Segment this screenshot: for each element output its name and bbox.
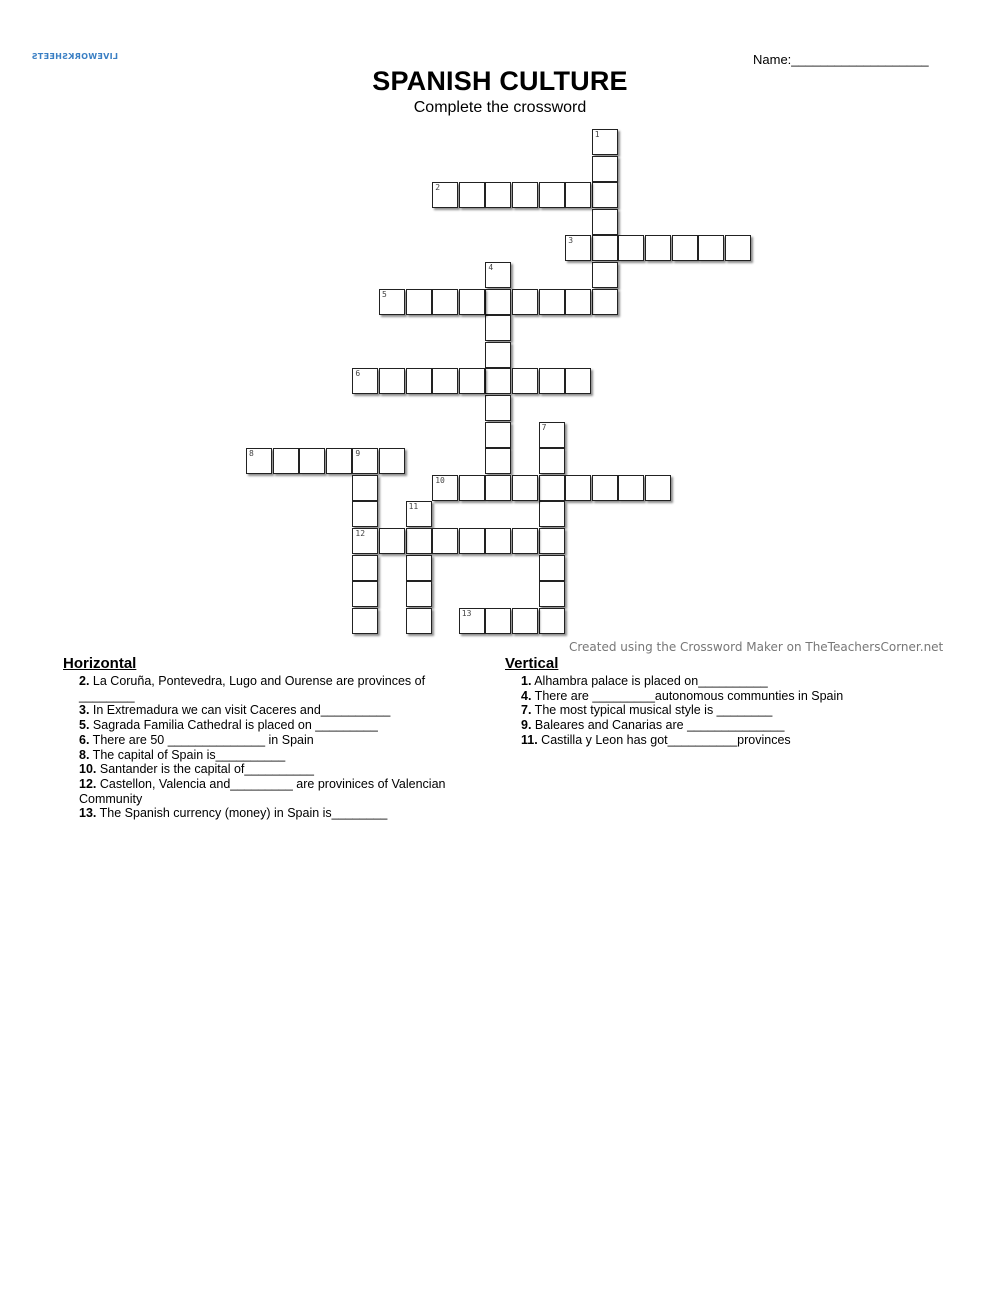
crossword-cell[interactable] bbox=[592, 182, 618, 208]
cell-number: 2 bbox=[435, 183, 441, 193]
crossword-cell[interactable] bbox=[326, 448, 352, 474]
crossword-cell[interactable] bbox=[512, 608, 538, 634]
crossword-cell[interactable] bbox=[539, 289, 565, 315]
crossword-cell[interactable] bbox=[539, 501, 565, 527]
crossword-cell[interactable] bbox=[485, 608, 511, 634]
crossword-cell[interactable] bbox=[539, 581, 565, 607]
credit-line: Created using the Crossword Maker on TheTeachersCorner.net bbox=[569, 640, 944, 654]
page-title: SPANISH CULTURE bbox=[372, 66, 628, 96]
crossword-cell[interactable] bbox=[539, 422, 565, 448]
crossword-cell[interactable] bbox=[246, 448, 272, 474]
crossword-cell[interactable] bbox=[459, 475, 485, 501]
crossword-cell[interactable] bbox=[352, 368, 378, 394]
crossword-cell[interactable] bbox=[485, 448, 511, 474]
clue-item: 6. There are 50 ______________ in Spain bbox=[79, 732, 314, 747]
crossword-cell[interactable] bbox=[352, 501, 378, 527]
crossword-cell[interactable] bbox=[299, 448, 325, 474]
crossword-cell[interactable] bbox=[379, 368, 405, 394]
crossword-cell[interactable] bbox=[539, 448, 565, 474]
crossword-cell[interactable] bbox=[406, 608, 432, 634]
crossword-cell[interactable] bbox=[432, 475, 458, 501]
crossword-cell[interactable] bbox=[539, 182, 565, 208]
crossword-cell[interactable] bbox=[645, 235, 671, 261]
crossword-cell[interactable] bbox=[485, 182, 511, 208]
clue-item: 9. Baleares and Canarias are ______________ bbox=[521, 718, 785, 733]
crossword-cell[interactable] bbox=[512, 528, 538, 554]
cell-number: 8 bbox=[249, 449, 254, 459]
crossword-cell[interactable] bbox=[459, 368, 485, 394]
crossword-cell[interactable] bbox=[512, 182, 538, 208]
crossword-cell[interactable] bbox=[539, 608, 565, 634]
crossword-cell[interactable] bbox=[539, 555, 565, 581]
clue-item: 1. Alhambra palace is placed on__________ bbox=[521, 674, 768, 688]
crossword-cell[interactable] bbox=[485, 475, 511, 501]
crossword-cell[interactable] bbox=[512, 475, 538, 501]
horizontal-heading: Horizontal bbox=[63, 655, 137, 672]
crossword-cell[interactable] bbox=[592, 129, 618, 155]
clue-item: 12. Castellon, Valencia and_________ are provinices of Valencian Community bbox=[79, 776, 446, 806]
vertical-clue-list bbox=[521, 674, 921, 748]
crossword-cell[interactable] bbox=[406, 289, 432, 315]
cell-number: 3 bbox=[568, 236, 574, 246]
horizontal-clue-list bbox=[79, 674, 469, 821]
crossword-cell[interactable] bbox=[485, 289, 511, 315]
crossword-cell[interactable] bbox=[352, 555, 378, 581]
crossword-cell[interactable] bbox=[352, 448, 378, 474]
clue-item: 4. There are _________autonomous communties in Spain bbox=[521, 688, 844, 703]
crossword-cell[interactable] bbox=[485, 368, 511, 394]
crossword-cell[interactable] bbox=[352, 528, 378, 554]
cell-number: 10 bbox=[435, 475, 445, 485]
crossword-cell[interactable] bbox=[459, 289, 485, 315]
crossword-cell[interactable] bbox=[592, 289, 618, 315]
crossword-cell[interactable] bbox=[459, 608, 485, 634]
clue-item: 11. Castilla y Leon has got__________provinces bbox=[521, 732, 791, 747]
crossword-cell[interactable] bbox=[432, 368, 458, 394]
crossword-cell[interactable] bbox=[406, 528, 432, 554]
cell-number: 13 bbox=[461, 608, 472, 618]
crossword-cell[interactable] bbox=[459, 528, 485, 554]
crossword-cell[interactable] bbox=[565, 289, 591, 315]
crossword-cell[interactable] bbox=[485, 422, 511, 448]
cell-number: 6 bbox=[355, 369, 361, 379]
crossword-cell[interactable] bbox=[618, 235, 644, 261]
crossword-cell[interactable] bbox=[406, 555, 432, 581]
crossword-cell[interactable] bbox=[432, 289, 458, 315]
crossword-cell[interactable] bbox=[379, 448, 405, 474]
cell-number: 4 bbox=[488, 263, 494, 272]
crossword-cell[interactable] bbox=[485, 315, 511, 341]
cell-number: 1 bbox=[594, 130, 600, 139]
crossword-cell[interactable] bbox=[379, 289, 405, 315]
crossword-cell[interactable] bbox=[512, 368, 538, 394]
crossword-cell[interactable] bbox=[406, 581, 432, 607]
crossword-cell[interactable] bbox=[672, 235, 698, 261]
crossword-cell[interactable] bbox=[485, 528, 511, 554]
clue-item: 7. The most typical musical style is ________ bbox=[521, 703, 773, 718]
clue-item: 5. Sagrada Familia Cathedral is placed on _________ bbox=[79, 718, 378, 733]
clue-item: 2. La Coruña, Pontevedra, Lugo and Ourense are provinces of ________ bbox=[79, 674, 426, 703]
crossword-cell[interactable] bbox=[592, 235, 618, 261]
crossword-cell[interactable] bbox=[698, 235, 724, 261]
crossword-cell[interactable] bbox=[485, 342, 511, 368]
crossword-cell[interactable] bbox=[539, 475, 565, 501]
crossword-cell[interactable] bbox=[592, 262, 618, 288]
crossword-cell[interactable] bbox=[512, 289, 538, 315]
name-field[interactable]: Name:___________________ bbox=[753, 52, 929, 67]
crossword-cell[interactable] bbox=[459, 182, 485, 208]
crossword-cell[interactable] bbox=[565, 235, 591, 261]
crossword-cell[interactable] bbox=[592, 209, 618, 235]
crossword-cell[interactable] bbox=[725, 235, 751, 261]
crossword-cell[interactable] bbox=[352, 581, 378, 607]
crossword-cell[interactable] bbox=[539, 368, 565, 394]
crossword-cell[interactable] bbox=[379, 528, 405, 554]
cell-number: 11 bbox=[408, 502, 419, 512]
crossword-cell[interactable] bbox=[406, 501, 432, 527]
crossword-cell[interactable] bbox=[352, 608, 378, 634]
crossword-cell[interactable] bbox=[273, 448, 299, 474]
crossword-cell[interactable] bbox=[485, 395, 511, 421]
crossword-cell[interactable] bbox=[565, 182, 591, 208]
cell-number: 12 bbox=[355, 529, 366, 538]
clue-item: 8. The capital of Spain is__________ bbox=[79, 747, 286, 762]
crossword-cell[interactable] bbox=[539, 528, 565, 554]
clue-item: 10. Santander is the capital of__________ bbox=[79, 762, 314, 777]
cell-number: 9 bbox=[355, 449, 361, 459]
page-subtitle: Complete the crossword bbox=[413, 99, 587, 116]
crossword-cell[interactable] bbox=[618, 475, 644, 501]
cell-number: 7 bbox=[541, 422, 547, 432]
vertical-heading: Vertical bbox=[505, 655, 559, 672]
clue-item: 13. The Spanish currency (money) in Spain is________ bbox=[79, 806, 388, 821]
cell-number: 5 bbox=[382, 289, 387, 299]
worksheet-logo: LIVEWORKSHEETS bbox=[31, 52, 118, 61]
crossword-cell[interactable] bbox=[645, 475, 671, 501]
crossword-cell[interactable] bbox=[406, 368, 432, 394]
crossword-cell[interactable] bbox=[432, 182, 458, 208]
crossword-cell[interactable] bbox=[592, 475, 618, 501]
clue-item: 3. In Extremadura we can visit Caceres and__________ bbox=[79, 703, 391, 718]
crossword-cell[interactable] bbox=[565, 368, 591, 394]
crossword-cell[interactable] bbox=[592, 156, 618, 182]
crossword-cell[interactable] bbox=[485, 262, 511, 288]
crossword-cell[interactable] bbox=[432, 528, 458, 554]
crossword-cell[interactable] bbox=[565, 475, 591, 501]
crossword-cell[interactable] bbox=[352, 475, 378, 501]
